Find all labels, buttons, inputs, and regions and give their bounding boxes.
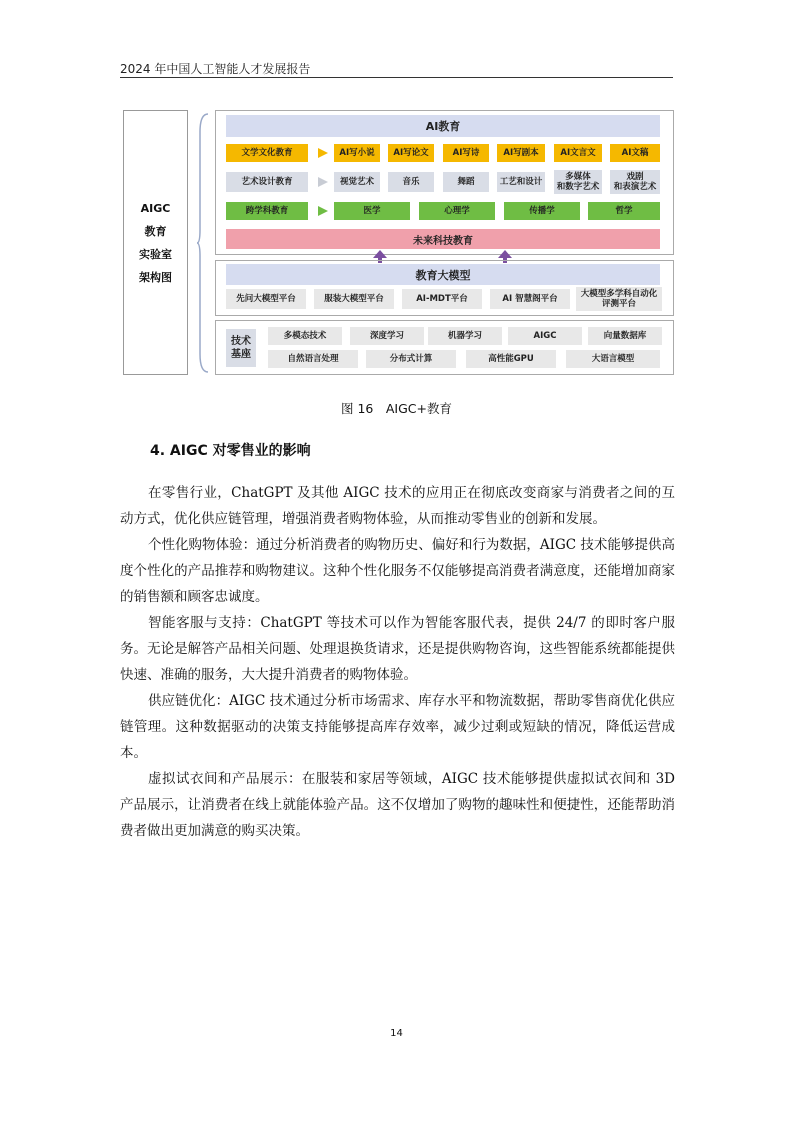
edu-item: 传播学 [504,202,580,220]
tech-item: 深度学习 [350,327,424,345]
tech-item: 机器学习 [428,327,502,345]
arrow-right-icon [318,177,328,187]
up-arrow-icon [373,250,387,258]
row-lead-literature: 文学文化教育 [226,144,308,162]
tech-item: 分布式计算 [366,350,456,368]
running-header: 2024 年中国人工智能人才发展报告 [120,60,673,78]
tech-item: 向量数据库 [588,327,662,345]
model-platform: 先问大模型平台 [226,289,306,309]
tech-item: 多模态技术 [268,327,342,345]
arrow-right-icon [318,148,328,158]
curly-brace-icon [196,112,210,374]
row-lead-interdisciplinary: 跨学科教育 [226,202,308,220]
tech-item: AIGC [508,327,582,345]
page-number: 14 [390,1028,403,1039]
edu-item: 哲学 [588,202,660,220]
tech-item: 高性能GPU [466,350,556,368]
tech-base-label: 技术 基座 [226,329,256,367]
edu-item: 医学 [334,202,410,220]
row-lead-art: 艺术设计教育 [226,172,308,192]
arrow-right-icon [318,206,328,216]
edu-model-title: 教育大模型 [226,264,660,285]
aigc-education-diagram [123,110,674,375]
edu-item: 视觉艺术 [334,172,380,192]
model-platform: AI 智慧阁平台 [490,289,570,309]
edu-item: 戏剧 和表演艺术 [610,170,660,194]
edu-model-section [215,260,674,316]
edu-item: AI写小说 [334,144,380,162]
edu-item: 工艺和设计 [497,172,545,192]
paragraph: 虚拟试衣间和产品展示：在服装和家居等领域，AIGC 技术能够提供虚拟试衣间和 3D 产品展示，让消费者在线上就能体验产品。这不仅增加了购物的趣味性和便捷性，还能帮助消费者做出更加满意的购买决策。 [120,771,675,839]
paragraph: 智能客服与支持：ChatGPT 等技术可以作为智能客服代表，提供 24/7 的即时客户服务。无论是解答产品相关问题、处理退换货请求，还是提供购物咨询，这些智能系统都能提供快速、准确的服务，大大提升消费者的购物体验。 [120,615,675,683]
edu-item: 舞蹈 [443,172,489,192]
tech-item: 自然语言处理 [268,350,358,368]
model-platform: 服装大模型平台 [314,289,394,309]
edu-item: AI写剧本 [497,144,545,162]
edu-item: AI写诗 [443,144,489,162]
edu-item: 心理学 [419,202,495,220]
edu-item: AI文言文 [554,144,602,162]
paragraph: 个性化购物体验：通过分析消费者的购物历史、偏好和行为数据，AIGC 技术能够提供高度个性化的产品推荐和购物建议。这种个性化服务不仅能够提高消费者满意度，还能增加商家的销售额和顾客忠诚度。 [120,537,675,605]
diagram-left-label: AIGC 教育 实验室 架构图 [139,201,172,284]
edu-item: AI文稿 [610,144,660,162]
ai-education-section [215,110,674,255]
section-heading: 4. AIGC 对零售业的影响 [150,443,311,459]
model-platform: 大模型多学科自动化 评测平台 [576,287,662,311]
paragraph: 供应链优化：AIGC 技术通过分析市场需求、库存水平和物流数据，帮助零售商优化供应链管理。这种数据驱动的决策支持能够提高库存效率，减少过剩或短缺的情况，降低运营成本。 [120,693,675,761]
figure-caption: 图 16 AIGC+教育 [340,401,452,416]
future-tech-bar: 未来科技教育 [226,229,660,249]
paragraph: 在零售行业，ChatGPT 及其他 AIGC 技术的应用正在彻底改变商家与消费者之间的互动方式，优化供应链管理，增强消费者购物体验，从而推动零售业的创新和发展。 [120,485,675,527]
model-platform: AI-MDT平台 [402,289,482,309]
tech-base-section [215,320,674,375]
edu-item: 多媒体 和数字艺术 [554,170,602,194]
tech-item: 大语言模型 [566,350,660,368]
ai-education-title: AI教育 [226,115,660,137]
edu-item: AI写论文 [388,144,434,162]
diagram-left-box [123,110,188,375]
up-arrow-icon [498,250,512,258]
edu-item: 音乐 [388,172,434,192]
